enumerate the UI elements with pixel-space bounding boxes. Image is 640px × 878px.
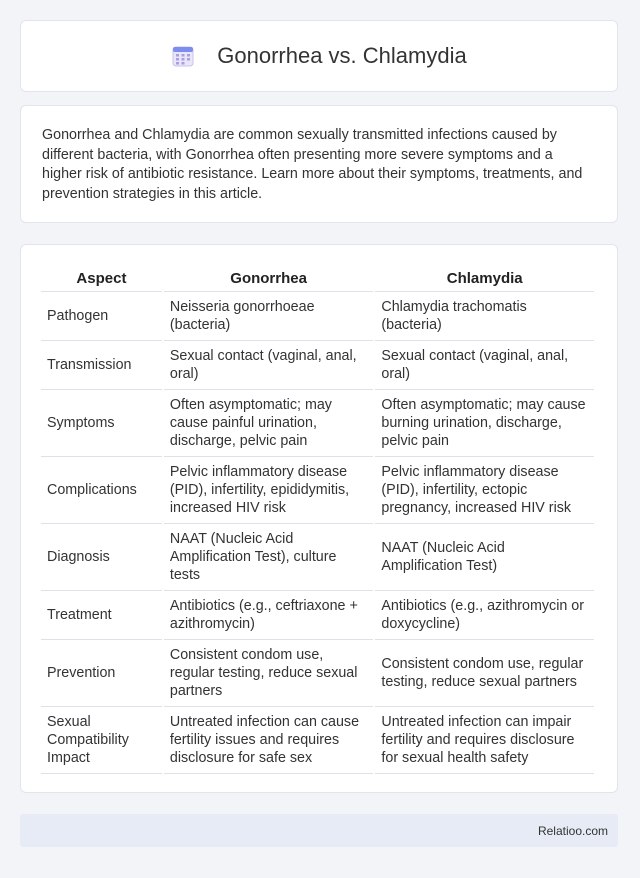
table-row bbox=[41, 707, 594, 774]
aspect-cell: Prevention bbox=[41, 640, 162, 707]
table-row bbox=[41, 457, 594, 524]
comparison-card bbox=[20, 244, 618, 793]
gonorrhea-cell: NAAT (Nucleic Acid Amplification Test), culture tests bbox=[164, 524, 374, 591]
gonorrhea-cell: Consistent condom use, regular testing, reduce sexual partners bbox=[164, 640, 374, 707]
aspect-cell: Diagnosis bbox=[41, 524, 162, 591]
aspect-cell: Complications bbox=[41, 457, 162, 524]
column-header: Chlamydia bbox=[375, 265, 594, 292]
chlamydia-cell: Untreated infection can impair fertility and requires disclosure for sexual health safety bbox=[375, 707, 594, 774]
gonorrhea-cell: Pelvic inflammatory disease (PID), infertility, epididymitis, increased HIV risk bbox=[164, 457, 374, 524]
footer-bar bbox=[20, 814, 618, 847]
intro-text: Gonorrhea and Chlamydia are common sexually transmitted infections caused by different bacteria, with Gonorrhea often presenting more severe symptoms and a higher risk of antibiotic resistance. Learn more about their symptoms, treatments, and prevention strategies in this article. bbox=[42, 127, 583, 202]
intro-card bbox=[20, 105, 618, 223]
chlamydia-cell: Consistent condom use, regular testing, reduce sexual partners bbox=[375, 640, 594, 707]
comparison-table bbox=[39, 265, 596, 774]
chlamydia-cell: Antibiotics (e.g., azithromycin or doxycycline) bbox=[375, 591, 594, 640]
table-header-row bbox=[41, 265, 594, 292]
footer-brand[interactable]: Relatioo.com bbox=[537, 823, 608, 838]
gonorrhea-cell: Often asymptomatic; may cause painful urination, discharge, pelvic pain bbox=[164, 390, 374, 457]
table-row bbox=[41, 292, 594, 341]
table-row bbox=[41, 341, 594, 390]
table-row bbox=[41, 524, 594, 591]
gonorrhea-cell: Antibiotics (e.g., ceftriaxone + azithromycin) bbox=[164, 591, 374, 640]
aspect-cell: Pathogen bbox=[41, 292, 162, 341]
gonorrhea-cell: Neisseria gonorrhoeae (bacteria) bbox=[164, 292, 374, 341]
column-header: Aspect bbox=[41, 265, 162, 292]
gonorrhea-cell: Sexual contact (vaginal, anal, oral) bbox=[164, 341, 374, 390]
aspect-cell: Sexual Compatibility Impact bbox=[41, 707, 162, 774]
page-title: Gonorrhea vs. Chlamydia bbox=[217, 43, 467, 68]
table-row bbox=[41, 591, 594, 640]
header-card bbox=[20, 20, 618, 92]
chlamydia-cell: Pelvic inflammatory disease (PID), infertility, ectopic pregnancy, increased HIV risk bbox=[375, 457, 594, 524]
chlamydia-cell: Sexual contact (vaginal, anal, oral) bbox=[375, 341, 594, 390]
aspect-cell: Treatment bbox=[41, 591, 162, 640]
table-row bbox=[41, 390, 594, 457]
table-row bbox=[41, 640, 594, 707]
column-header: Gonorrhea bbox=[164, 265, 374, 292]
aspect-cell: Symptoms bbox=[41, 390, 162, 457]
calendar-icon bbox=[171, 44, 195, 68]
gonorrhea-cell: Untreated infection can cause fertility issues and requires disclosure for safe sex bbox=[164, 707, 374, 774]
aspect-cell: Transmission bbox=[41, 341, 162, 390]
chlamydia-cell: Often asymptomatic; may cause burning urination, discharge, pelvic pain bbox=[375, 390, 594, 457]
chlamydia-cell: Chlamydia trachomatis (bacteria) bbox=[375, 292, 594, 341]
chlamydia-cell: NAAT (Nucleic Acid Amplification Test) bbox=[375, 524, 594, 591]
